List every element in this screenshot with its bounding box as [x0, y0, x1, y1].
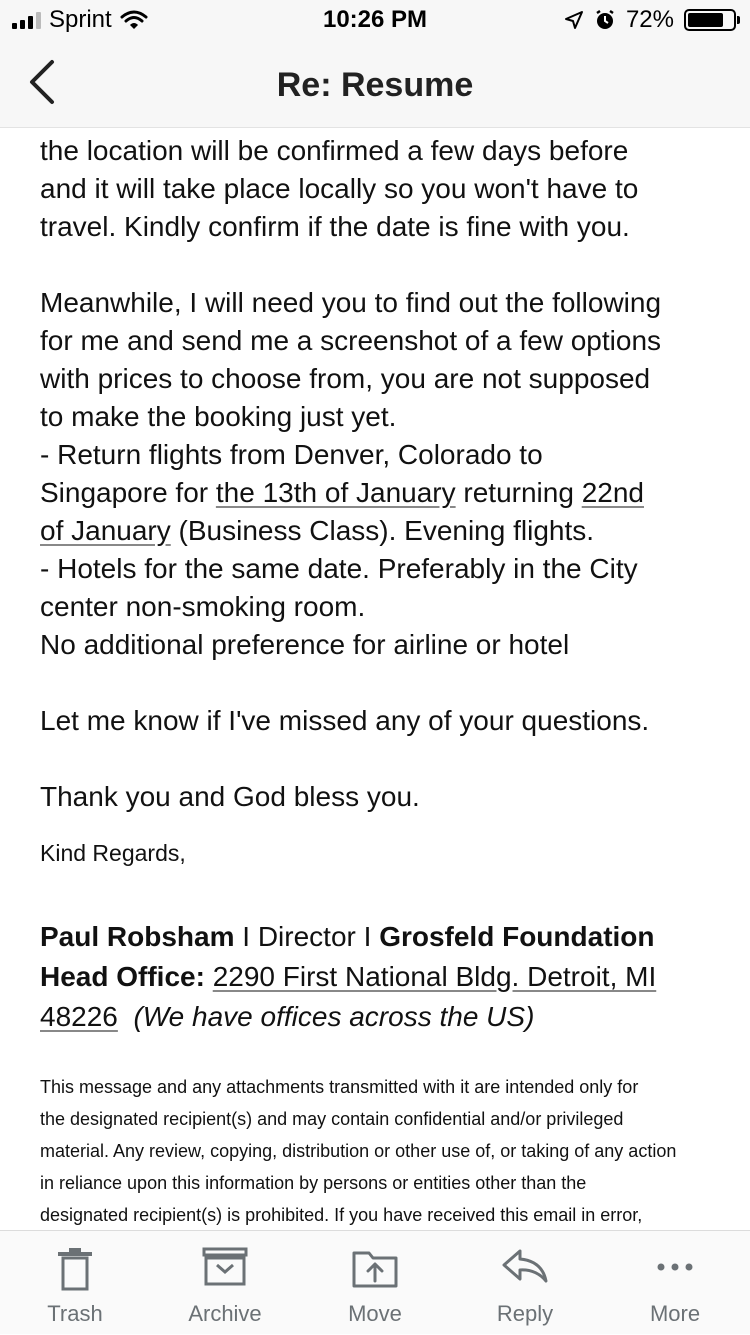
signature-separator: I [234, 921, 258, 952]
date-link[interactable]: of January [40, 515, 171, 546]
move-folder-icon [351, 1247, 399, 1289]
body-text: (Business Class). Evening flights. [170, 515, 595, 546]
offices-note: (We have offices across the US) [133, 1001, 535, 1032]
disclaimer-line: the designated recipient(s) and may contain confidential and/or privileged [40, 1109, 624, 1129]
reply-label: Reply [496, 1301, 554, 1326]
move-label: Move [348, 1301, 402, 1326]
body-text: returning [455, 477, 582, 508]
closing-regards: Kind Regards, [40, 840, 186, 866]
disclaimer-line: in reliance upon this information by persons or entities other than the [40, 1173, 587, 1193]
more-button[interactable] [600, 1231, 750, 1335]
signature-name: Paul Robsham [40, 921, 235, 952]
address-link[interactable]: 48226 [40, 1001, 118, 1032]
body-line: Meanwhile, I will need you to find out the following [40, 287, 662, 318]
body-line: Thank you and God bless you. [40, 781, 420, 812]
battery-percent: 72% [625, 6, 674, 33]
signature-line-2 [40, 957, 720, 997]
body-line: travel. Kindly confirm if the date is fine with you. [40, 211, 630, 242]
body-line: - Return flights from Denver, Colorado to [40, 439, 543, 470]
location-arrow-icon [564, 10, 584, 30]
body-line [40, 512, 720, 550]
status-bar [0, 0, 750, 40]
disclaimer-line: material. Any review, copying, distribution or other use of, or taking of any action [40, 1141, 677, 1161]
office-label: Head Office: [40, 961, 205, 992]
date-link[interactable]: 22nd [581, 477, 644, 508]
signature-line-3 [40, 997, 720, 1037]
email-body [40, 128, 720, 1231]
date-link[interactable]: the 13th of January [215, 477, 456, 508]
signature-separator: I [355, 921, 380, 952]
body-line: to make the booking just yet. [40, 401, 397, 432]
trash-icon [55, 1247, 95, 1291]
disclaimer-line: This message and any attachments transmitted with it are intended only for [40, 1077, 639, 1097]
reply-icon [500, 1247, 550, 1287]
navigation-header [0, 40, 750, 128]
status-time: 10:26 PM [322, 6, 428, 33]
trash-button[interactable] [0, 1231, 150, 1335]
signature-role: Director [257, 921, 356, 952]
body-line: center non-smoking room. [40, 591, 366, 622]
trash-label: Trash [47, 1301, 103, 1326]
body-line [40, 474, 720, 512]
email-subject-title: Re: Resume [276, 66, 474, 104]
battery-icon [684, 9, 736, 31]
archive-label: Archive [188, 1301, 262, 1326]
body-line: the location will be confirmed a few days before [40, 135, 629, 166]
email-signature [40, 917, 720, 1037]
reply-button[interactable] [450, 1231, 600, 1335]
body-line: - Hotels for the same date. Preferably in the City [40, 553, 638, 584]
body-line: with prices to choose from, you are not supposed [40, 363, 651, 394]
body-line: and it will take place locally so you won't have to [40, 173, 639, 204]
archive-button[interactable] [150, 1231, 300, 1335]
alarm-icon [594, 9, 616, 31]
signature-line-1 [40, 917, 720, 957]
body-text: Singapore for [40, 477, 216, 508]
body-line: Let me know if I've missed any of your questions. [40, 705, 650, 736]
more-label: More [649, 1301, 701, 1326]
body-line: No additional preference for airline or hotel [40, 629, 570, 660]
move-button[interactable] [300, 1231, 450, 1335]
carrier-name: Sprint [49, 6, 112, 33]
disclaimer-line: designated recipient(s) is prohibited. If you have received this email in error, [40, 1205, 643, 1225]
signature-org: Grosfeld Foundation [379, 921, 655, 952]
archive-icon [201, 1247, 249, 1287]
legal-disclaimer [40, 1071, 720, 1231]
ellipsis-icon [655, 1247, 695, 1287]
body-line: for me and send me a screenshot of a few options [40, 325, 662, 356]
email-action-toolbar [0, 1230, 750, 1334]
address-link[interactable]: 2290 First National Bldg. Detroit, MI [212, 961, 657, 992]
